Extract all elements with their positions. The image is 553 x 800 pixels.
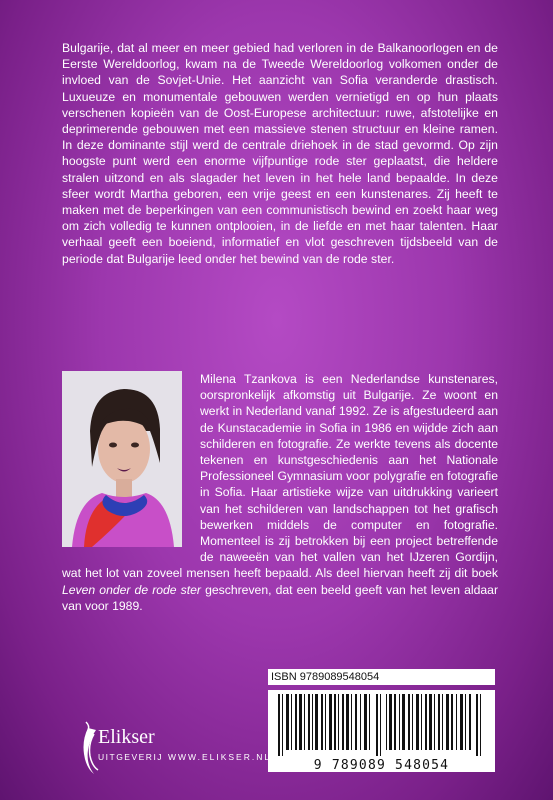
barcode-bars <box>274 694 489 756</box>
author-photo <box>62 371 182 547</box>
bio-text-part-2: geschreven, dat een beeld geeft van het leven aldaar van voor 1989. <box>62 582 498 613</box>
publisher-subtitle: UITGEVERIJ <box>98 752 164 762</box>
publisher-name: Elikser <box>98 726 155 748</box>
synopsis-paragraph: Bulgarije, dat al meer en meer gebied had verloren in de Balkanoorlogen en de Eerste Wereldoorlog, kwam na de Tweede Wereldoorlog volkomen onder de invloed van de Sovjet-Unie. Het aanzicht van Sofia veranderde drastisch. Luxueuze en monumentale gebouwen werden vernietigd en op hun plaats verschenen kopieën van de Oost-Europese architectuur: ruwe, afstotelijke en deprimerende gebouwen met een massieve stenen structuur en kleine ramen. In deze dominante stijl werd de centrale driehoek in de stad gevormd. Op zijn hoogste punt werd een enorme vijfpuntige rode ster geplaatst, die heldere stralen uitzond en als slagader het leven in het hele land bepaalde. In deze sfeer wordt Martha geboren, een vrije geest en een kunstenares. Zij heeft te maken met de beperkingen van een communistisch bewind en zoekt haar weg om zich volledig te kunnen ontplooien, in de liefde en met haar talenten. Haar verhaal geeft een boeiend, informatief en vlot geschreven tijdsbeeld van de periode dat Bulgarije leed onder het bewind van de rode ster. <box>62 41 498 266</box>
author-bio-block <box>62 371 498 614</box>
synopsis-block <box>62 40 498 267</box>
author-portrait-image <box>62 371 182 547</box>
bio-text-part-1: Milena Tzankova is een Nederlandse kunstenares, oorspronkelijk afkomstig uit Bulgarije. Ze woont en werkt in Nederland vanaf 1992. Ze is afgestudeerd aan de Kunstacademie in Sofia in 1986 en wijdde zich aan schilderen en fotografie. Ze werkte tevens als docente tekenen en kunstgeschiedenis aan het Nationale Professioneel Gymnasium voor polygrafie en fotografie in Sofia. Haar artistieke wijze van uitdrukking varieert van het schilderen van landschappen tot het grafisch bewerken middels de computer en fotografie. Momenteel is zij betrokken bij een project betreffende de naweeën van het vallen van het IJzeren Gordijn, wat het lot van zoveel mensen heeft bepaald. Als deel hiervan heeft zij dit boek <box>62 372 498 581</box>
book-title-inline: Leven onder de rode ster <box>62 582 201 597</box>
barcode-number: 9 789089 548054 <box>313 758 450 773</box>
publisher-website: WWW.ELIKSER.NL <box>168 752 272 762</box>
isbn-label: ISBN 9789089548054 <box>268 669 495 685</box>
